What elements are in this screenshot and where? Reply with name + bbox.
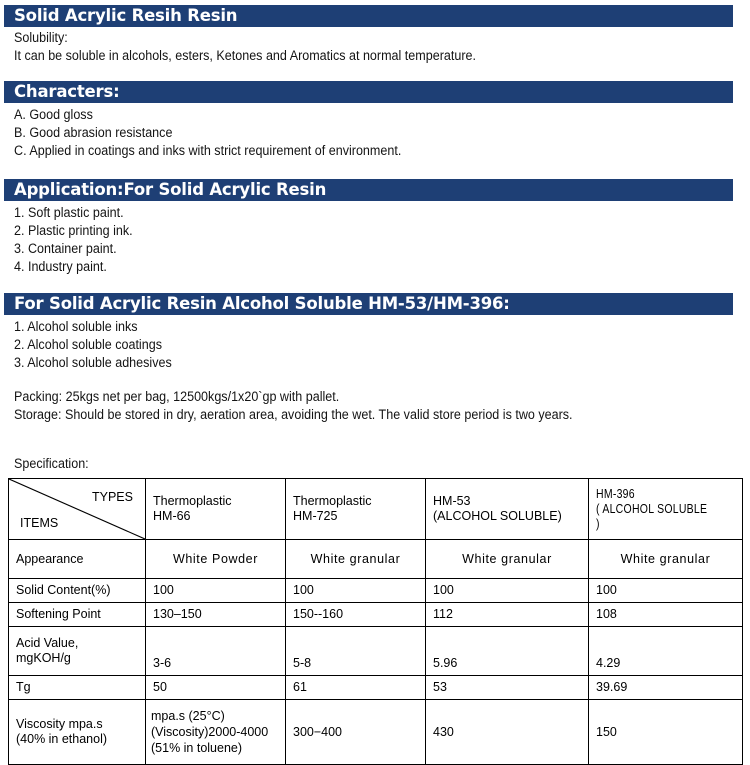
application-item-4: 4. Industry paint. bbox=[14, 259, 107, 274]
solubility-line-2: It can be soluble in alcohols, esters, Ketones and Aromatics at normal temperature. bbox=[14, 48, 476, 63]
section-heading-characters bbox=[4, 81, 733, 103]
section-heading-alcohol-soluble bbox=[4, 293, 733, 315]
table-row bbox=[9, 540, 743, 579]
section-heading-solubility-label: Solid Acrylic Resih Resin bbox=[14, 5, 238, 25]
application-item-2: 2. Plastic printing ink. bbox=[14, 223, 133, 238]
table-row bbox=[9, 700, 743, 765]
cell-tg-hm725: 61 bbox=[286, 676, 426, 700]
storage-line: Storage: Should be stored in dry, aeration area, avoiding the wet. The valid store period is two years. bbox=[14, 407, 573, 422]
table-row bbox=[9, 603, 743, 627]
row-label-acid-value bbox=[9, 627, 146, 676]
cell-solid-content-hm396: 100 bbox=[589, 579, 743, 603]
table-column-header-hm725 bbox=[286, 479, 426, 540]
specification-caption: Specification: bbox=[14, 456, 89, 471]
column-header-hm725-line1: Thermoplastic bbox=[293, 494, 372, 508]
row-label-acid-value-line1: Acid Value, bbox=[16, 636, 79, 650]
section-heading-application-label: Application:For Solid Acrylic Resin bbox=[14, 179, 327, 199]
table-corner-types-label: TYPES bbox=[92, 490, 133, 504]
cell-softening-point-hm725: 150--160 bbox=[286, 603, 426, 627]
cell-appearance-hm396: White granular bbox=[589, 540, 743, 579]
row-label-viscosity bbox=[9, 700, 146, 765]
row-label-softening-point: Softening Point bbox=[9, 603, 146, 627]
table-column-header-hm396 bbox=[589, 479, 743, 540]
cell-appearance-hm725: White granular bbox=[286, 540, 426, 579]
cell-viscosity-hm66 bbox=[146, 700, 286, 765]
column-header-hm53-line1: HM-53 bbox=[433, 494, 471, 508]
table-column-header-hm53 bbox=[426, 479, 589, 540]
column-header-hm66-line1: Thermoplastic bbox=[153, 494, 232, 508]
section-heading-application bbox=[4, 179, 733, 201]
table-row bbox=[9, 579, 743, 603]
specification-table bbox=[8, 478, 743, 765]
column-header-hm53-line2: (ALCOHOL SOLUBLE) bbox=[433, 509, 562, 523]
row-label-solid-content: Solid Content(%) bbox=[9, 579, 146, 603]
column-header-hm396-line1: HM-396 bbox=[596, 486, 635, 501]
application-item-1: 1. Soft plastic paint. bbox=[14, 205, 124, 220]
row-label-acid-value-line2: mgKOH/g bbox=[16, 651, 71, 665]
cell-tg-hm53: 53 bbox=[426, 676, 589, 700]
cell-viscosity-hm66-line1: mpa.s (25°C) bbox=[151, 709, 225, 723]
cell-acid-value-hm53: 5.96 bbox=[426, 627, 589, 676]
column-header-hm396-line2: ( ALCOHOL SOLUBLE ) bbox=[596, 501, 708, 531]
cell-solid-content-hm53: 100 bbox=[426, 579, 589, 603]
cell-viscosity-hm725: 300−400 bbox=[286, 700, 426, 765]
cell-viscosity-hm396: 150 bbox=[589, 700, 743, 765]
characters-item-a: A. Good gloss bbox=[14, 107, 93, 122]
alcohol-soluble-item-2: 2. Alcohol soluble coatings bbox=[14, 337, 162, 352]
section-heading-characters-label: Characters: bbox=[14, 81, 120, 101]
cell-acid-value-hm725: 5-8 bbox=[286, 627, 426, 676]
cell-softening-point-hm53: 112 bbox=[426, 603, 589, 627]
cell-viscosity-hm66-line3: (51% in toluene) bbox=[151, 741, 243, 755]
cell-appearance-hm53: White granular bbox=[426, 540, 589, 579]
column-header-hm66-line2: HM-66 bbox=[153, 509, 191, 523]
column-header-hm725-line2: HM-725 bbox=[293, 509, 338, 523]
application-item-3: 3. Container paint. bbox=[14, 241, 117, 256]
table-row bbox=[9, 627, 743, 676]
cell-acid-value-hm396: 4.29 bbox=[589, 627, 743, 676]
solubility-line-1: Solubility: bbox=[14, 30, 68, 45]
table-column-header-hm66 bbox=[146, 479, 286, 540]
table-header-row bbox=[9, 479, 743, 540]
cell-tg-hm66: 50 bbox=[146, 676, 286, 700]
cell-solid-content-hm66: 100 bbox=[146, 579, 286, 603]
table-corner-items-label: ITEMS bbox=[20, 516, 59, 530]
cell-softening-point-hm396: 108 bbox=[589, 603, 743, 627]
characters-item-c: C. Applied in coatings and inks with strict requirement of environment. bbox=[14, 143, 402, 158]
row-label-viscosity-line1: Viscosity mpa.s bbox=[16, 717, 103, 731]
cell-viscosity-hm66-line2: (Viscosity)2000-4000 bbox=[151, 725, 269, 739]
cell-solid-content-hm725: 100 bbox=[286, 579, 426, 603]
alcohol-soluble-item-3: 3. Alcohol soluble adhesives bbox=[14, 355, 172, 370]
characters-item-b: B. Good abrasion resistance bbox=[14, 125, 173, 140]
cell-tg-hm396: 39.69 bbox=[589, 676, 743, 700]
section-heading-solubility bbox=[4, 5, 733, 27]
cell-appearance-hm66: White Powder bbox=[146, 540, 286, 579]
table-row bbox=[9, 676, 743, 700]
section-heading-alcohol-soluble-label: For Solid Acrylic Resin Alcohol Soluble HM-53/HM-396: bbox=[14, 293, 510, 313]
row-label-appearance: Appearance bbox=[9, 540, 146, 579]
packing-line: Packing: 25kgs net per bag, 12500kgs/1x20`gp with pallet. bbox=[14, 389, 340, 404]
cell-acid-value-hm66: 3-6 bbox=[146, 627, 286, 676]
cell-viscosity-hm53: 430 bbox=[426, 700, 589, 765]
table-corner-cell bbox=[9, 479, 146, 540]
row-label-tg: Tg bbox=[9, 676, 146, 700]
alcohol-soluble-item-1: 1. Alcohol soluble inks bbox=[14, 319, 138, 334]
cell-softening-point-hm66: 130–150 bbox=[146, 603, 286, 627]
row-label-viscosity-line2: (40% in ethanol) bbox=[16, 732, 108, 746]
